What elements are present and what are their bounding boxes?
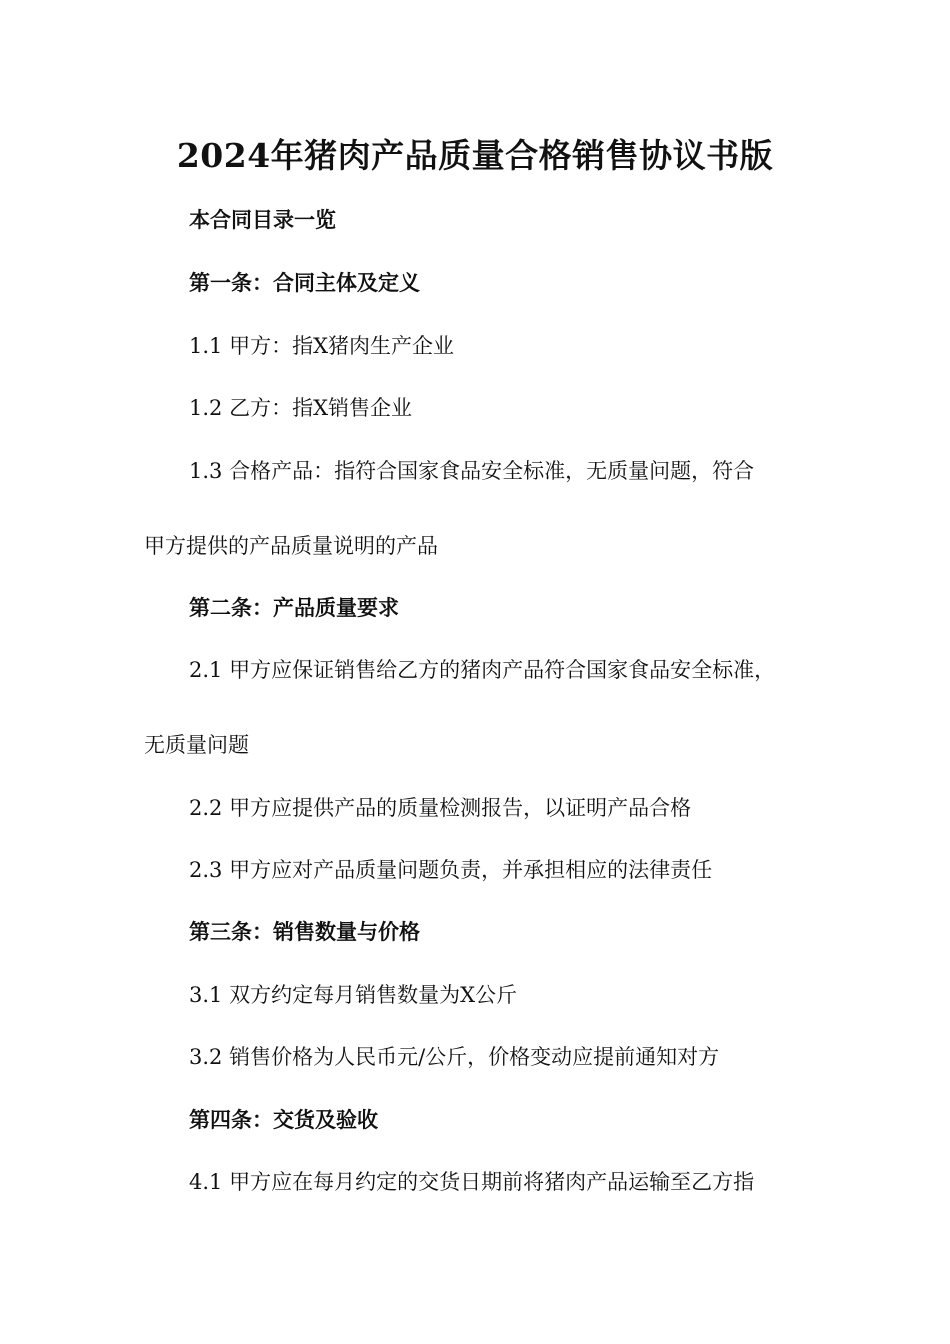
clause-1-3-line-1: 1.3 合格产品：指符合国家食品安全标准，无质量问题，符合	[189, 459, 755, 483]
clause-3-1: 3.1 双方约定每月销售数量为X公斤	[189, 983, 518, 1007]
clause-2-2: 2.2 甲方应提供产品的质量检测报告，以证明产品合格	[189, 796, 692, 820]
section-2-heading: 第二条：产品质量要求	[189, 595, 399, 620]
clause-1-1: 1.1 甲方：指X猪肉生产企业	[189, 334, 455, 358]
section-1-heading: 第一条：合同主体及定义	[189, 270, 420, 295]
document-title: 2024年猪肉产品质量合格销售协议书版	[176, 136, 774, 175]
toc-heading: 本合同目录一览	[189, 207, 336, 232]
clause-2-1-line-1: 2.1 甲方应保证销售给乙方的猪肉产品符合国家食品安全标准，	[189, 658, 776, 682]
clause-4-1-line-1: 4.1 甲方应在每月约定的交货日期前将猪肉产品运输至乙方指	[189, 1170, 755, 1194]
clause-3-2: 3.2 销售价格为人民币元/公斤，价格变动应提前通知对方	[189, 1045, 720, 1069]
clause-1-3-line-2: 甲方提供的产品质量说明的产品	[144, 534, 438, 558]
section-4-heading: 第四条：交货及验收	[189, 1107, 378, 1132]
clause-2-1-line-2: 无质量问题	[144, 733, 249, 757]
clause-2-3: 2.3 甲方应对产品质量问题负责，并承担相应的法律责任	[189, 858, 713, 882]
section-3-heading: 第三条：销售数量与价格	[189, 919, 420, 944]
clause-1-2: 1.2 乙方：指X销售企业	[189, 396, 413, 420]
